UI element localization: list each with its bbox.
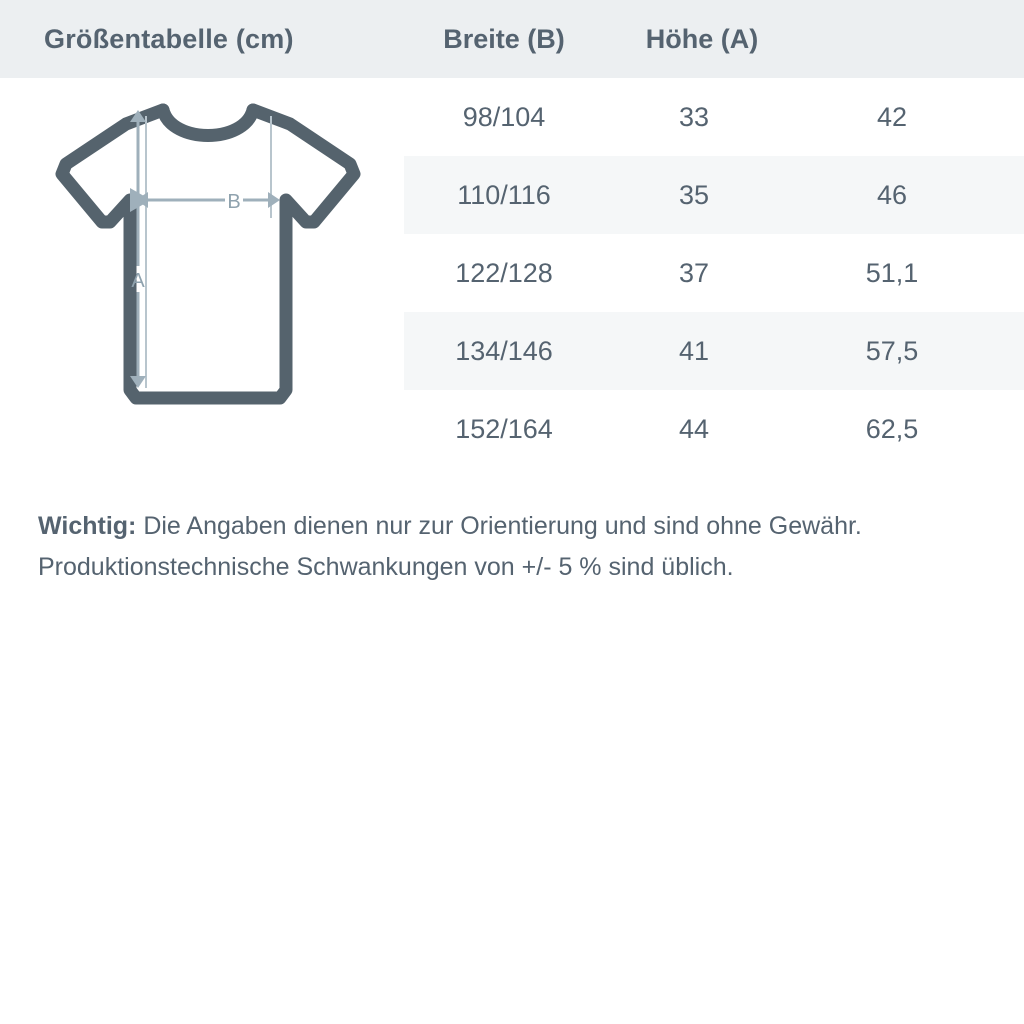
cell-width: 33 [678,101,710,132]
cell-height: 46 [876,179,908,210]
height-marker-label: A [131,270,145,292]
cell-height: 42 [876,101,908,132]
column-header-height: Höhe (A) [645,23,759,54]
column-header-size: Größentabelle (cm) [44,23,294,54]
width-arrowhead-right [268,192,280,208]
width-marker-label: B [227,191,241,213]
disclaimer-line-1: Die Angaben dienen nur zur Orientierung und sind ohne Gewähr. [136,512,862,540]
table-row [404,156,1024,234]
tshirt-outline [62,110,354,398]
disclaimer-line-2: Produktionstechnische Schwankungen von +/- 5 % sind üblich. [38,552,734,581]
table-row [404,78,1024,156]
tshirt-illustration [40,88,400,418]
cell-width: 41 [678,335,710,366]
table-row [404,234,1024,312]
cell-size: 134/146 [455,335,553,366]
table-row [404,312,1024,390]
column-header-width: Breite (B) [443,23,565,54]
cell-width: 35 [678,179,710,210]
disclaimer-label: Wichtig: [38,512,137,540]
cell-size: 98/104 [462,101,546,132]
table-header-row [0,0,1024,78]
cell-width: 44 [678,413,710,444]
cell-height: 57,5 [865,335,919,366]
table-body [0,78,1024,492]
cell-size: 152/164 [455,413,553,444]
cell-height: 62,5 [865,413,919,444]
cell-height: 51,1 [865,257,919,288]
cell-width: 37 [678,257,710,288]
tshirt-collar [163,110,253,136]
cell-size: 122/128 [455,257,553,288]
cell-size: 110/116 [457,179,551,210]
table-row [404,390,1024,468]
disclaimer-note [38,506,988,587]
table-rows [404,78,1024,468]
